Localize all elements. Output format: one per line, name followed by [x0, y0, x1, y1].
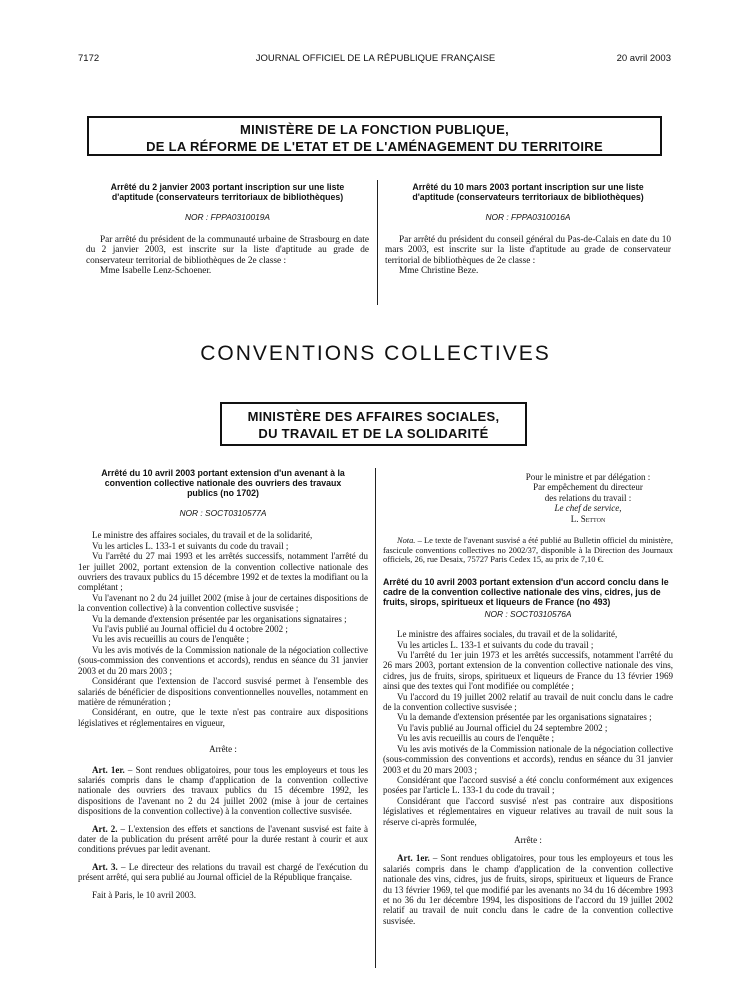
appointee-name: Mme Isabelle Lenz-Schoener. [100, 266, 212, 277]
visa: Le ministre des affaires sociales, du travail et de la solidarité, [92, 530, 313, 541]
ministry-line-1: MINISTÈRE DE LA FONCTION PUBLIQUE, [240, 122, 509, 137]
ministry-box-affaires-sociales [220, 402, 527, 446]
visa: Vu les articles L. 133-1 et suivants du code du travail ; [397, 639, 594, 650]
visa: Vu les avis recueillis au cours de l'enquête ; [92, 634, 250, 645]
issue-date: 20 avril 2003 [616, 53, 671, 64]
signature-line: Le chef de service, [554, 503, 622, 514]
arrete-title: Arrêté du 10 mars 2003 portant inscription sur une liste d'aptitude (conservateurs territoriaux de bibliothèques) [412, 182, 644, 202]
arrete-body: Par arrêté du président du conseil général du Pas-de-Calais en date du 10 mars 2003, est inscrite sur la liste d'aptitude au grade de conservateur territorial de bibliothèques de 2e classe : [385, 234, 671, 266]
signature-line: Par empêchement du directeur [533, 482, 643, 493]
note-label: Nota. [397, 536, 416, 546]
article-3 [78, 862, 368, 883]
visa: Vu la demande d'extension présentée par les organisations signataires ; [397, 712, 652, 723]
signature-line: Pour le ministre et par délégation : [525, 472, 651, 482]
article-label: Art. 3. [92, 861, 118, 872]
right-column [383, 472, 673, 926]
arrete-conservateurs-strasbourg [86, 182, 369, 277]
arrete-conservateurs-pas-de-calais [385, 182, 671, 277]
visa: Vu l'avenant no 2 du 24 juillet 2002 (mise à jour de certaines dispositions de la convention collective) à la convention collective susvisée ; [78, 592, 368, 614]
arrete-title: Arrêté du 10 avril 2003 portant extension d'un accord conclu dans le cadre de la convention collective nationale des vins, cidres, jus de fruits, sirops, spiritueux et liqueurs de France (no 493) [383, 576, 669, 607]
visa: Vu l'avis publié au Journal officiel du 24 septembre 2002 ; [397, 722, 608, 733]
visa: Le ministre des affaires sociales, du travail et de la solidarité, [397, 629, 618, 640]
nota-note [383, 536, 673, 565]
signature-block [383, 472, 673, 524]
journal-title: JOURNAL OFFICIEL DE LA RÉPUBLIQUE FRANÇAISE [255, 53, 496, 64]
visa: Vu l'avis publié au Journal officiel du 4 octobre 2002 ; [92, 624, 288, 635]
visa: Vu les avis motivés de la Commission nationale de la négociation collective (sous-commission des conventions et accords), rendus en séance du 31 janvier 2003 et du 20 mars 2003 ; [78, 644, 368, 676]
article-2 [78, 824, 368, 855]
article-label: Art. 1er. [92, 764, 125, 775]
visa: Vu l'arrêté du 1er juin 1973 et les arrêtés successifs, notamment l'arrêté du 26 mars 2003, portant extension de la convention collective nationale des vins, cidres, jus de fruits, sirops, spiritueux et liqueurs de France du 13 février 1969 ainsi que des textes qui l'ont modifiée ou complétée ; [383, 650, 673, 692]
arrete-word: Arrête : [209, 744, 237, 755]
nor-reference: NOR : SOCT0310576A [484, 608, 572, 619]
section-title: CONVENTIONS COLLECTIVES [200, 342, 551, 365]
visa: Vu l'arrêté du 27 mai 1993 et les arrêtés successifs, notamment l'arrêté du 1er juillet 2002, portant extension de la convention collective nationale des ouvriers des travaux publics du 15 décembre 1992 et de textes la modifiant ou la complétant ; [78, 551, 368, 593]
column-divider [375, 468, 376, 968]
visa: Considérant que l'accord susvisé n'est pas contraire aux dispositions législatives et réglementaires en vigueur relatives au travail de nuit sous la réserve ci-après formulée, [383, 795, 673, 827]
article-1 [78, 765, 368, 817]
nor-reference: NOR : FPPA0310016A [485, 212, 571, 222]
arrete-title: Arrêté du 2 janvier 2003 portant inscription sur une liste d'aptitude (conservateurs territoriaux de bibliothèques) [110, 182, 345, 202]
article-text: – Sont rendues obligatoires, pour tous les employeurs et tous les salariés compris dans le champ d'application de la convention collective nationale des vins, cidres, jus de fruits, sirops, spiritueux et liqueurs de France du 13 février 1969, tel que modifié par les avenants no 34 du 16 décembre 1993 et no 36 du 1er décembre 1994, les dispositions de l'accord du 19 juillet 2002 relatif au travail de nuit conclu dans le cadre de la convention collective susvisée. [383, 853, 674, 926]
arrete-travaux-publics [78, 468, 368, 900]
visa: Vu les articles L. 133-1 et suivants du code du travail ; [92, 540, 289, 551]
visa: Vu l'accord du 19 juillet 2002 relatif au travail de nuit conclu dans le cadre de la convention collective susvisée ; [383, 691, 673, 713]
article-text: – Sont rendues obligatoires, pour tous les employeurs et tous les salariés compris dans le champ d'application de la convention collective nationale des ouvriers des travaux publics du 15 décembre 1992, les dispositions de l'avenant no 2 du 24 juillet 2002 (mise à jour de certaines dispositions de la convention collective) à la convention collective susvisée. [78, 764, 369, 817]
ministry-line-1: MINISTÈRE DES AFFAIRES SOCIALES, [247, 409, 500, 424]
signature-line: des relations du travail : [544, 492, 632, 503]
nor-reference: NOR : SOCT0310577A [179, 508, 267, 518]
nor-reference: NOR : FPPA0310019A [184, 212, 271, 222]
appointee-name: Mme Christine Beze. [399, 266, 479, 277]
page-number: 7172 [78, 53, 100, 64]
signatory-name: L. Setton [570, 513, 606, 524]
column-divider [377, 180, 378, 305]
article-text: – L'extension des effets et sanctions de l'avenant susvisé est faite à dater de la publication du présent arrêté pour la durée restant à courir et aux conditions prévues par ledit avenant. [78, 823, 368, 855]
article-label: Art. 2. [92, 823, 118, 834]
article-text: – Le directeur des relations du travail est chargé de l'exécution du présent arrêté, qui sera publié au Journal officiel de la République française. [78, 861, 368, 883]
arrete-title: Arrêté du 10 avril 2003 portant extension d'un avenant à la convention collective nationale des ouvriers des travaux publics (no 1702) [101, 468, 345, 498]
ministry-line-2: DU TRAVAIL ET DE LA SOLIDARITÉ [258, 426, 489, 441]
visa: Vu les avis recueillis au cours de l'enquête ; [397, 733, 555, 744]
note-text: – Le texte de l'avenant susvisé a été publié au Bulletin officiel du ministère, fascicule conventions collectives no 2002/37, disponible à la Direction des Journaux officiels, 26, rue Desaix, 75727 Paris Cedex 15, au prix de 7,10 €. [383, 536, 673, 565]
article-1 [383, 853, 673, 926]
visa: Considérant que l'accord susvisé a été conclu conformément aux exigences posées par l'article L. 133-1 du code du travail ; [383, 774, 673, 796]
arrete-body: Par arrêté du président de la communauté urbaine de Strasbourg en date du 2 janvier 2003, est inscrite sur la liste d'aptitude au grade de conservateur territorial de bibliothèques de 2e classe : [86, 234, 369, 266]
article-label: Art. 1er. [397, 853, 430, 864]
visa: Considérant que l'extension de l'accord susvisé permet à l'ensemble des salariés de bénéficier de dispositions conventionnelles nouvelles, notamment en matière de rémunération ; [78, 676, 368, 707]
visa: Vu la demande d'extension présentée par les organisations signataires ; [92, 613, 347, 624]
closing-line: Fait à Paris, le 10 avril 2003. [92, 889, 196, 900]
visa: Considérant, en outre, que le texte n'est pas contraire aux dispositions législatives et réglementaires en vigueur, [78, 707, 368, 728]
visa: Vu les avis motivés de la Commission nationale de la négociation collective (sous-commission des conventions et accords), rendus en séance du 31 janvier 2003 et du 20 mars 2003 ; [383, 743, 673, 775]
arrete-word: Arrête : [514, 834, 542, 845]
ministry-line-2: DE LA RÉFORME DE L'ETAT ET DE L'AMÉNAGEMENT DU TERRITOIRE [146, 139, 603, 154]
ministry-box-fonction-publique [87, 116, 662, 156]
